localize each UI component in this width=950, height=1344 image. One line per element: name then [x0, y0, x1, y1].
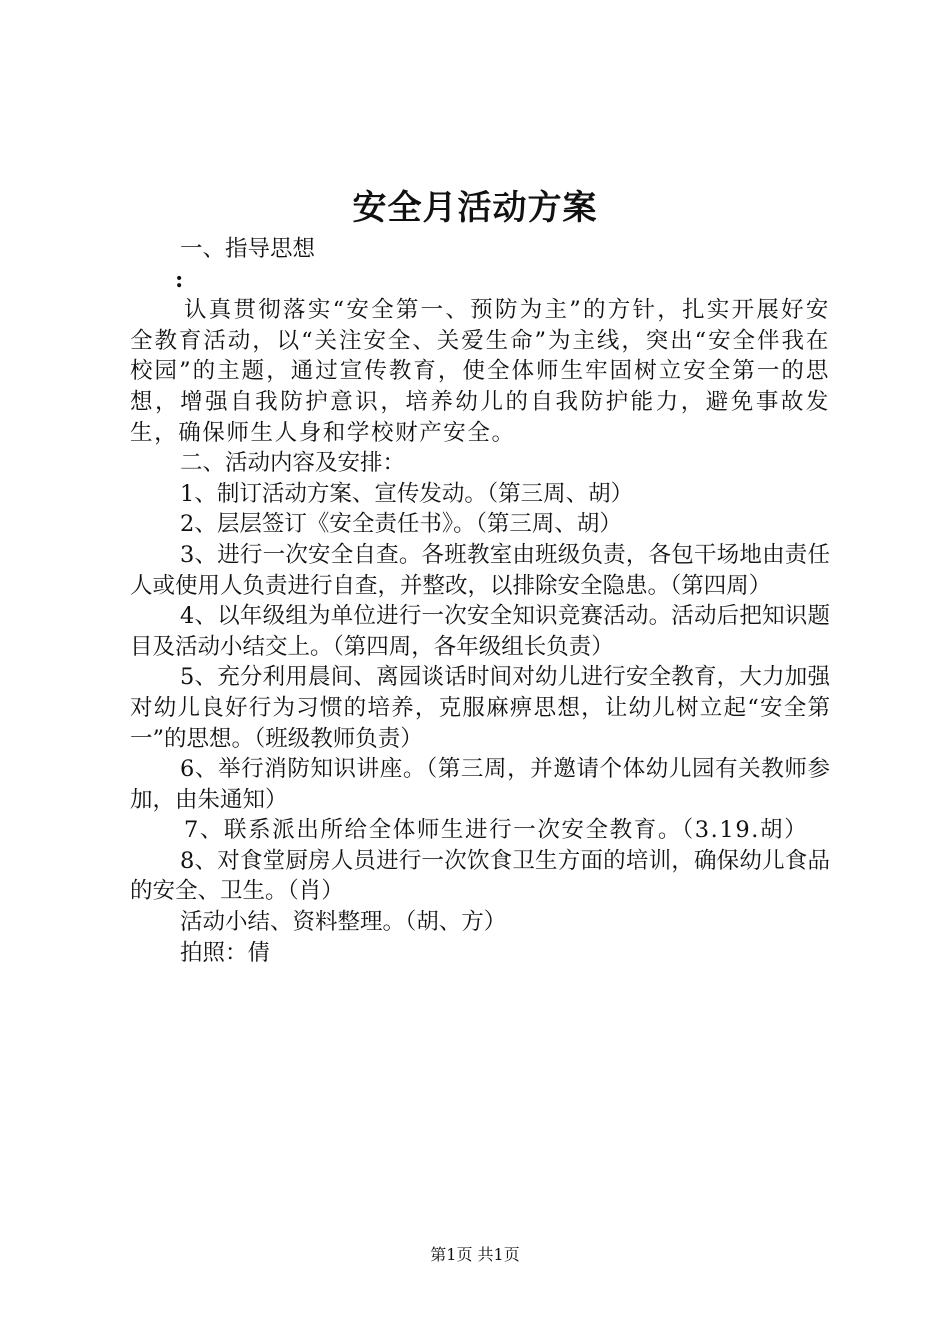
photo-line: 拍照：倩: [180, 939, 271, 966]
list-item-2: 2、层层签订《安全责任书》。（第三周、胡）: [180, 511, 622, 538]
document-title: 安全月活动方案: [352, 188, 598, 228]
list-item-6: 6、举行消防知识讲座。（第三周，并邀请个体幼儿园有关教师参加，由朱通知）: [130, 756, 830, 813]
document-body: [130, 234, 830, 968]
section-heading-activities: 二、活动内容及安排：: [180, 450, 406, 477]
list-item-4: 4、以年级组为单位进行一次安全知识竞赛活动。活动后把知识题目及活动小结交上。（第四周，各年级组长负责）: [130, 603, 830, 660]
list-item-5: 5、充分利用晨间、离园谈话时间对幼儿进行安全教育，大力加强对幼儿良好行为习惯的培养，克服麻痹思想，让幼儿树立起“安全第一”的思想。（班级教师负责）: [130, 664, 830, 752]
list-item-7: 7、联系派出所给全体师生进行一次安全教育。（3.19.胡）: [184, 817, 809, 844]
guiding-colon: :: [175, 266, 184, 293]
list-item-3: 3、进行一次安全自查。各班教室由班级负责，各包干场地由责任人或使用人负责进行自查，并整改，以排除安全隐患。（第四周）: [130, 541, 830, 599]
guiding-paragraph: 认真贯彻落实“安全第一、预防为主”的方针，扎实开展好安全教育活动，以“关注安全、关爱生命”为主线，突出“安全伴我在校园”的主题，通过宣传教育，使全体师生牢固树立安全第一的思想，增强自我防护意识，培养幼儿的自我防护能力，避免事故发生，确保师生人身和学校财产安全。: [130, 297, 830, 446]
page-footer: 第1页 共1页: [430, 1245, 520, 1264]
summary-line: 活动小结、资料整理。（胡、方）: [180, 909, 507, 936]
list-item-8: 8、对食堂厨房人员进行一次饮食卫生方面的培训，确保幼儿食品的安全、卫生。（肖）: [130, 847, 830, 905]
list-item-1: 1、制订活动方案、宣传发动。（第三周、胡）: [180, 480, 634, 507]
section-heading-guiding: 一、指导思想: [180, 236, 316, 262]
